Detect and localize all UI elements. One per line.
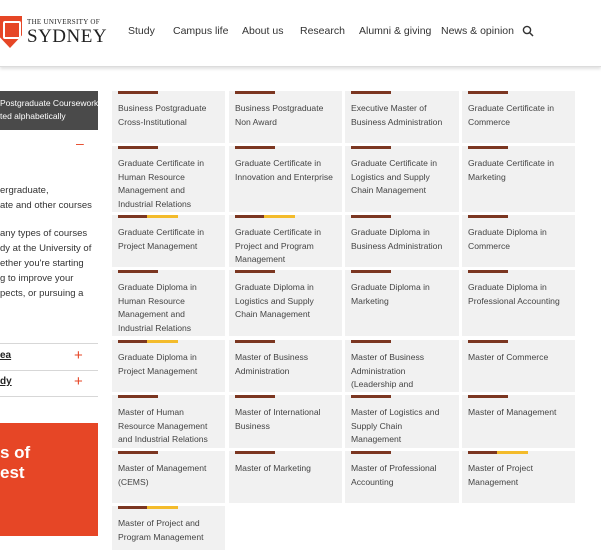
nav-news-opinion[interactable]: News & opinion bbox=[441, 25, 514, 37]
course-title: Master of Professional Accounting bbox=[351, 463, 437, 487]
course-card[interactable] bbox=[229, 215, 342, 267]
cta-line1: s of bbox=[0, 443, 31, 462]
course-card[interactable] bbox=[462, 91, 575, 143]
course-title: Graduate Certificate in Commerce bbox=[468, 103, 554, 127]
course-title: Business Postgraduate Non Award bbox=[235, 103, 324, 127]
card-accent-bar bbox=[351, 91, 391, 94]
card-accent-bar bbox=[351, 146, 391, 149]
course-card[interactable] bbox=[112, 270, 225, 336]
university-logo[interactable] bbox=[0, 12, 107, 52]
course-title: Graduate Certificate in Project and Program Management bbox=[235, 227, 321, 265]
card-accent-bar bbox=[235, 91, 275, 94]
course-title: Graduate Diploma in Marketing bbox=[351, 282, 430, 306]
card-accent-bar bbox=[351, 340, 391, 343]
course-title: Graduate Diploma in Business Administration bbox=[351, 227, 443, 251]
card-accent-bar bbox=[118, 395, 158, 398]
course-title: Master of Project and Program Management bbox=[118, 518, 204, 542]
card-accent-bar bbox=[468, 270, 508, 273]
course-title: Business Postgraduate Cross-Institutional bbox=[118, 103, 207, 127]
intro-paragraph-1: ergraduate, ate and other courses bbox=[0, 185, 92, 211]
course-card[interactable] bbox=[112, 451, 225, 503]
course-title: Graduate Diploma in Logistics and Supply Chain Management bbox=[235, 282, 314, 320]
course-card[interactable] bbox=[462, 215, 575, 267]
course-title: Graduate Diploma in Human Resource Management and Industrial Relations bbox=[118, 282, 197, 333]
sidebar-active-line2: ted alphabetically bbox=[0, 111, 66, 121]
expand-plus-icon[interactable]: + bbox=[74, 373, 83, 390]
course-card[interactable] bbox=[112, 506, 225, 550]
accordion-study[interactable] bbox=[0, 370, 98, 397]
search-icon[interactable] bbox=[522, 25, 534, 37]
course-title: Master of Project Management bbox=[468, 463, 533, 487]
crest-icon bbox=[0, 16, 22, 48]
card-accent-bar bbox=[235, 451, 275, 454]
course-title: Graduate Certificate in Marketing bbox=[468, 158, 554, 182]
course-title: Graduate Certificate in Logistics and Supply Chain Management bbox=[351, 158, 437, 196]
card-accent-bar bbox=[118, 270, 158, 273]
course-card[interactable] bbox=[112, 215, 225, 267]
course-card[interactable] bbox=[112, 146, 225, 212]
course-title: Master of Marketing bbox=[235, 463, 311, 473]
course-card[interactable] bbox=[229, 451, 342, 503]
card-accent-bar bbox=[118, 215, 178, 218]
card-accent-bar bbox=[235, 395, 275, 398]
card-accent-bar bbox=[235, 146, 275, 149]
course-card[interactable] bbox=[229, 91, 342, 143]
card-accent-bar bbox=[351, 395, 391, 398]
course-card[interactable] bbox=[345, 215, 459, 267]
card-accent-bar bbox=[468, 451, 528, 454]
course-card[interactable] bbox=[462, 270, 575, 336]
card-accent-bar bbox=[468, 340, 508, 343]
course-card[interactable] bbox=[112, 340, 225, 392]
course-card[interactable] bbox=[229, 395, 342, 448]
card-accent-bar bbox=[468, 215, 508, 218]
card-accent-bar bbox=[351, 451, 391, 454]
course-card[interactable] bbox=[345, 146, 459, 212]
course-card[interactable] bbox=[345, 340, 459, 392]
course-card[interactable] bbox=[345, 270, 459, 336]
card-accent-bar bbox=[468, 91, 508, 94]
card-accent-bar bbox=[118, 451, 158, 454]
sidebar-active-item[interactable] bbox=[0, 91, 98, 130]
card-accent-bar bbox=[118, 506, 178, 509]
card-accent-bar bbox=[118, 146, 158, 149]
card-accent-bar bbox=[235, 340, 275, 343]
course-card[interactable] bbox=[229, 270, 342, 336]
course-title: Graduate Certificate in Project Management bbox=[118, 227, 204, 251]
course-card[interactable] bbox=[345, 91, 459, 143]
course-title: Master of Management bbox=[468, 407, 557, 417]
cta-panel[interactable] bbox=[0, 423, 98, 536]
site-header bbox=[0, 0, 601, 67]
nav-research[interactable]: Research bbox=[300, 25, 345, 37]
accordion-area-label: ea bbox=[0, 350, 12, 361]
intro-paragraph-2: any types of courses dy at the University of ether you're starting g to improve your pects, or pursuing a bbox=[0, 228, 92, 299]
course-title: Master of International Business bbox=[235, 407, 321, 431]
sidebar-active-line1: Postgraduate Coursework bbox=[0, 98, 98, 108]
course-title: Graduate Certificate in Human Resource Management and Industrial Relations bbox=[118, 158, 204, 209]
course-card[interactable] bbox=[345, 451, 459, 503]
card-accent-bar bbox=[468, 395, 508, 398]
course-title: Graduate Diploma in Commerce bbox=[468, 227, 547, 251]
course-title: Master of Business Administration bbox=[235, 352, 309, 376]
course-title: Master of Logistics and Supply Chain Management bbox=[351, 407, 440, 445]
logo-small-text: THE UNIVERSITY OF bbox=[27, 17, 100, 26]
course-title: Master of Management (CEMS) bbox=[118, 463, 207, 487]
nav-study[interactable]: Study bbox=[128, 25, 155, 37]
course-title: Executive Master of Business Administration bbox=[351, 103, 443, 127]
nav-alumni-giving[interactable]: Alumni & giving bbox=[359, 25, 432, 37]
course-title: Graduate Certificate in Innovation and Enterprise bbox=[235, 158, 333, 182]
course-card[interactable] bbox=[345, 395, 459, 448]
course-card[interactable] bbox=[229, 340, 342, 392]
card-accent-bar bbox=[235, 270, 275, 273]
cta-line2: est bbox=[0, 463, 25, 482]
course-card[interactable] bbox=[112, 395, 225, 448]
course-title: Graduate Diploma in Professional Accounting bbox=[468, 282, 560, 306]
card-accent-bar bbox=[235, 215, 295, 218]
expand-plus-icon[interactable]: + bbox=[74, 347, 83, 364]
card-accent-bar bbox=[468, 146, 508, 149]
course-card[interactable] bbox=[462, 395, 575, 448]
course-card[interactable] bbox=[462, 340, 575, 392]
nav-campus-life[interactable]: Campus life bbox=[173, 25, 229, 37]
card-accent-bar bbox=[351, 215, 391, 218]
card-accent-bar bbox=[118, 340, 178, 343]
collapse-icon[interactable]: – bbox=[76, 135, 84, 151]
course-title: Master of Human Resource Management and Industrial Relations bbox=[118, 407, 208, 445]
card-accent-bar bbox=[351, 270, 391, 273]
card-accent-bar bbox=[118, 91, 158, 94]
accordion-study-label: dy bbox=[0, 376, 12, 387]
course-title: Master of Business Administration (Leadership and bbox=[351, 352, 425, 390]
accordion-area[interactable] bbox=[0, 343, 98, 371]
course-card[interactable] bbox=[229, 146, 342, 212]
course-title: Graduate Diploma in Project Management bbox=[118, 352, 198, 376]
course-card[interactable] bbox=[462, 146, 575, 212]
logo-big-text: SYDNEY bbox=[27, 25, 108, 47]
nav-about-us[interactable]: About us bbox=[242, 25, 284, 37]
course-title: Master of Commerce bbox=[468, 352, 549, 362]
course-card[interactable] bbox=[112, 91, 225, 143]
course-card[interactable] bbox=[462, 451, 575, 503]
